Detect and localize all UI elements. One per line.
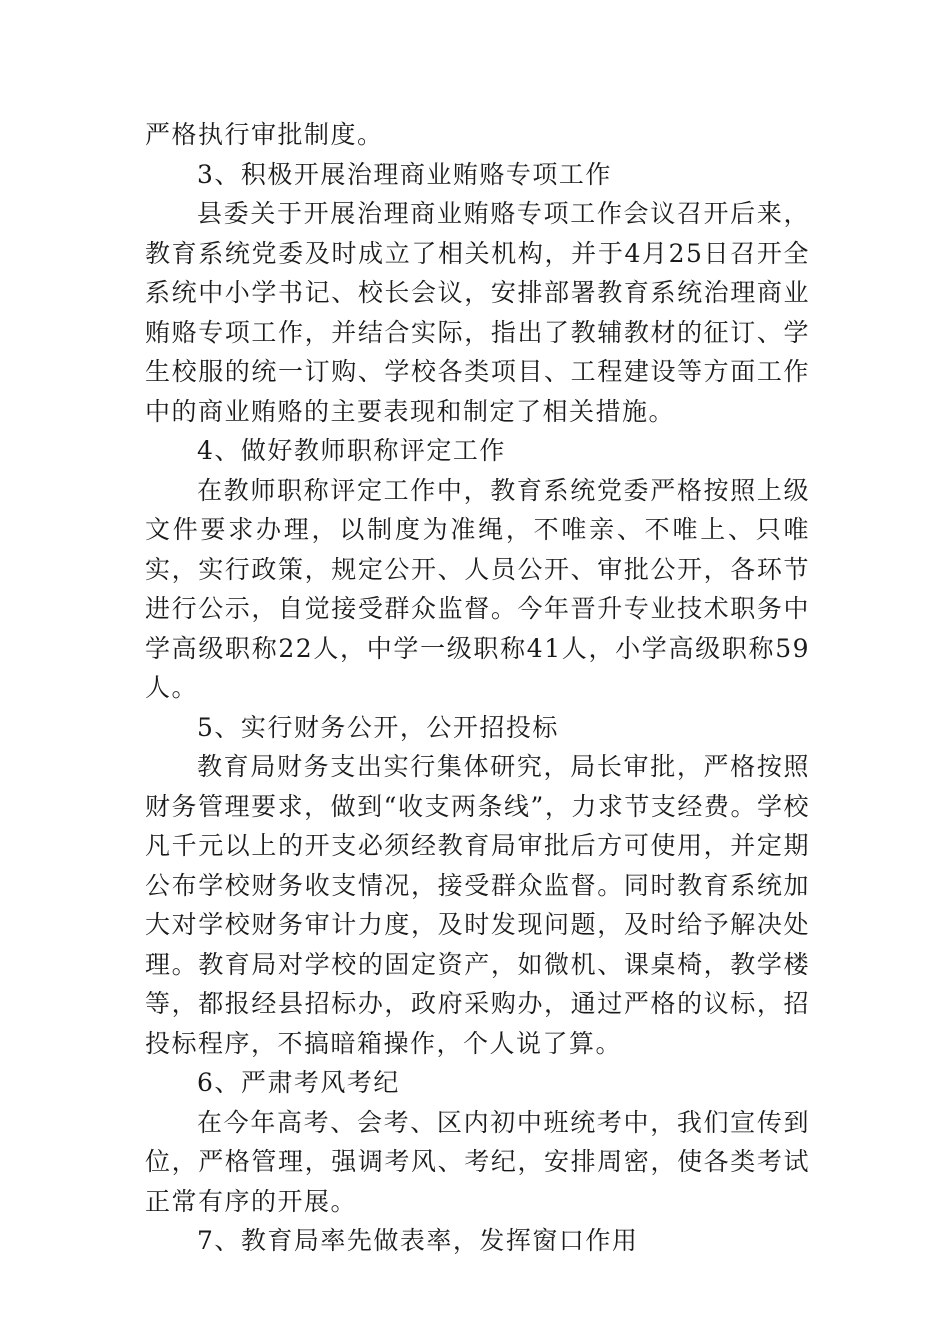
- body-paragraph-3: 县委关于开展治理商业贿赂专项工作会议召开后来，教育系统党委及时成立了相关机构，并于4月25日召开全系统中小学书记、校长会议，安排部署教育系统治理商业贿赂专项工作，并结合实际，指出了教辅教材的征订、学生校服的统一订购、学校各类项目、工程建设等方面工作中的商业贿赂的主要表现和制定了相关措施。: [145, 199, 810, 426]
- section-heading-6: 6、严肃考风考纪: [197, 1068, 400, 1097]
- section-heading-4: 4、做好教师职称评定工作: [197, 436, 506, 465]
- body-paragraph-6: 在今年高考、会考、区内初中班统考中，我们宣传到位，严格管理，强调考风、考纪，安排周密，使各类考试正常有序的开展。: [145, 1107, 810, 1216]
- document-body: [145, 115, 810, 1261]
- section-heading-5: 5、实行财务公开，公开招投标: [197, 712, 559, 742]
- section-heading-3: 3、积极开展治理商业贿赂专项工作: [197, 159, 612, 189]
- body-paragraph-5: 教育局财务支出实行集体研究，局长审批，严格按照财务管理要求，做到“收支两条线”，力求节支经费。学校凡千元以上的开支必须经教育局审批后方可使用，并定期公布学校财务收支情况，接受群众监督。同时教育系统加大对学校财务审计力度，及时发现问题，及时给予解决处理。教育局对学校的固定资产，如微机、课桌椅，教学楼等，都报经县招标办，政府采购办，通过严格的议标，招投标程序，不搞暗箱操作，个人说了算。: [145, 752, 810, 1058]
- continuation-paragraph: 严格执行审批制度。: [145, 120, 384, 149]
- section-heading-7: 7、教育局率先做表率，发挥窗口作用: [197, 1226, 639, 1255]
- body-paragraph-4: 在教师职称评定工作中，教育系统党委严格按照上级文件要求办理，以制度为准绳，不唯亲、不唯上、只唯实，实行政策，规定公开、人员公开、审批公开，各环节进行公示，自觉接受群众监督。今年晋升专业技术职务中学高级职称22人，中学一级职称41人，小学高级职称59人。: [145, 475, 810, 702]
